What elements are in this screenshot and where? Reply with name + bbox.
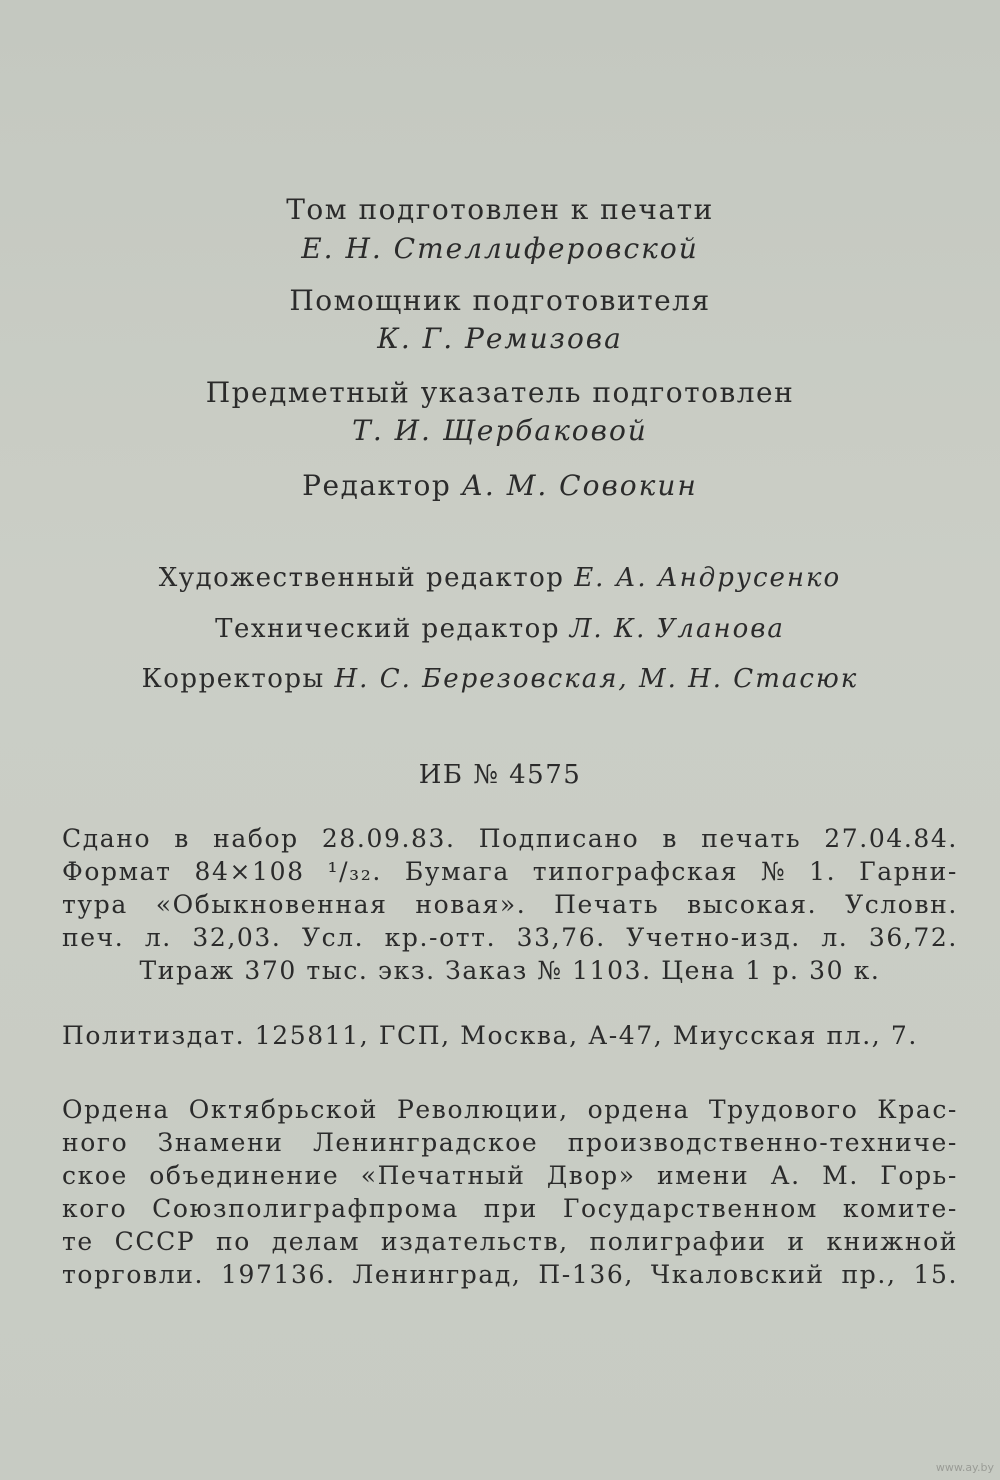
printer-line: те СССР по делам издательств, полиграфии и книжной [62,1227,958,1256]
editor-line [0,469,1000,502]
tech-editor-name: Л. К. Уланова [569,614,785,644]
art-editor-label: Художественный редактор [158,563,565,593]
printer-line: кого Союзполиграфпрома при Государственном комите- [62,1194,958,1223]
art-editor-line [0,563,1000,593]
proofreaders-names: Н. С. Березовская, М. Н. Стасюк [334,664,859,694]
imprint-line: печ. л. 32,03. Усл. кр.-отт. 33,76. Учетно-изд. л. 36,72. [62,923,958,952]
assistant-label: Помощник подготовителя [289,284,711,317]
proofreaders-label: Корректоры [141,664,325,694]
art-editor-name: Е. А. Андрусенко [574,563,842,593]
publisher-line: Политиздат. 125811, ГСП, Москва, А-47, Миусская пл., 7. [62,1021,918,1050]
ib-number: ИБ № 4575 [418,760,582,790]
index-name: Т. И. Щербаковой [352,414,648,447]
printer-block [62,1093,958,1291]
imprint-block [62,822,958,987]
editor-name: А. М. Совокин [461,469,698,502]
proofreaders-line [0,664,1000,694]
assistant-name: К. Г. Ремизова [377,322,623,355]
index-label: Предметный указатель подготовлен [205,376,795,409]
printer-line: торговли. 197136. Ленинград, П-136, Чкаловский пр., 15. [62,1260,958,1289]
imprint-line: Формат 84×108 ¹/₃₂. Бумага типографская № 1. Гарни- [62,857,958,886]
tech-editor-line [0,614,1000,644]
prepared-name: Е. Н. Стеллиферовской [301,232,699,265]
imprint-line: Сдано в набор 28.09.83. Подписано в печать 27.04.84. [62,824,958,853]
prepared-label: Том подготовлен к печати [286,193,714,226]
imprint-line: Тираж 370 тыс. экз. Заказ № 1103. Цена 1 р. 30 к. [139,956,881,985]
imprint-line: тура «Обыкновенная новая». Печать высокая. Условн. [62,890,958,919]
watermark: www.ay.by [935,1461,994,1474]
printer-line: Ордена Октябрьской Революции, ордена Трудового Крас- [62,1095,958,1124]
editor-label: Редактор [302,469,452,502]
tech-editor-label: Технический редактор [215,614,560,644]
printer-line: ское объединение «Печатный Двор» имени А. М. Горь- [62,1161,958,1190]
printer-line: ного Знамени Ленинградское производственно-техниче- [62,1128,958,1157]
